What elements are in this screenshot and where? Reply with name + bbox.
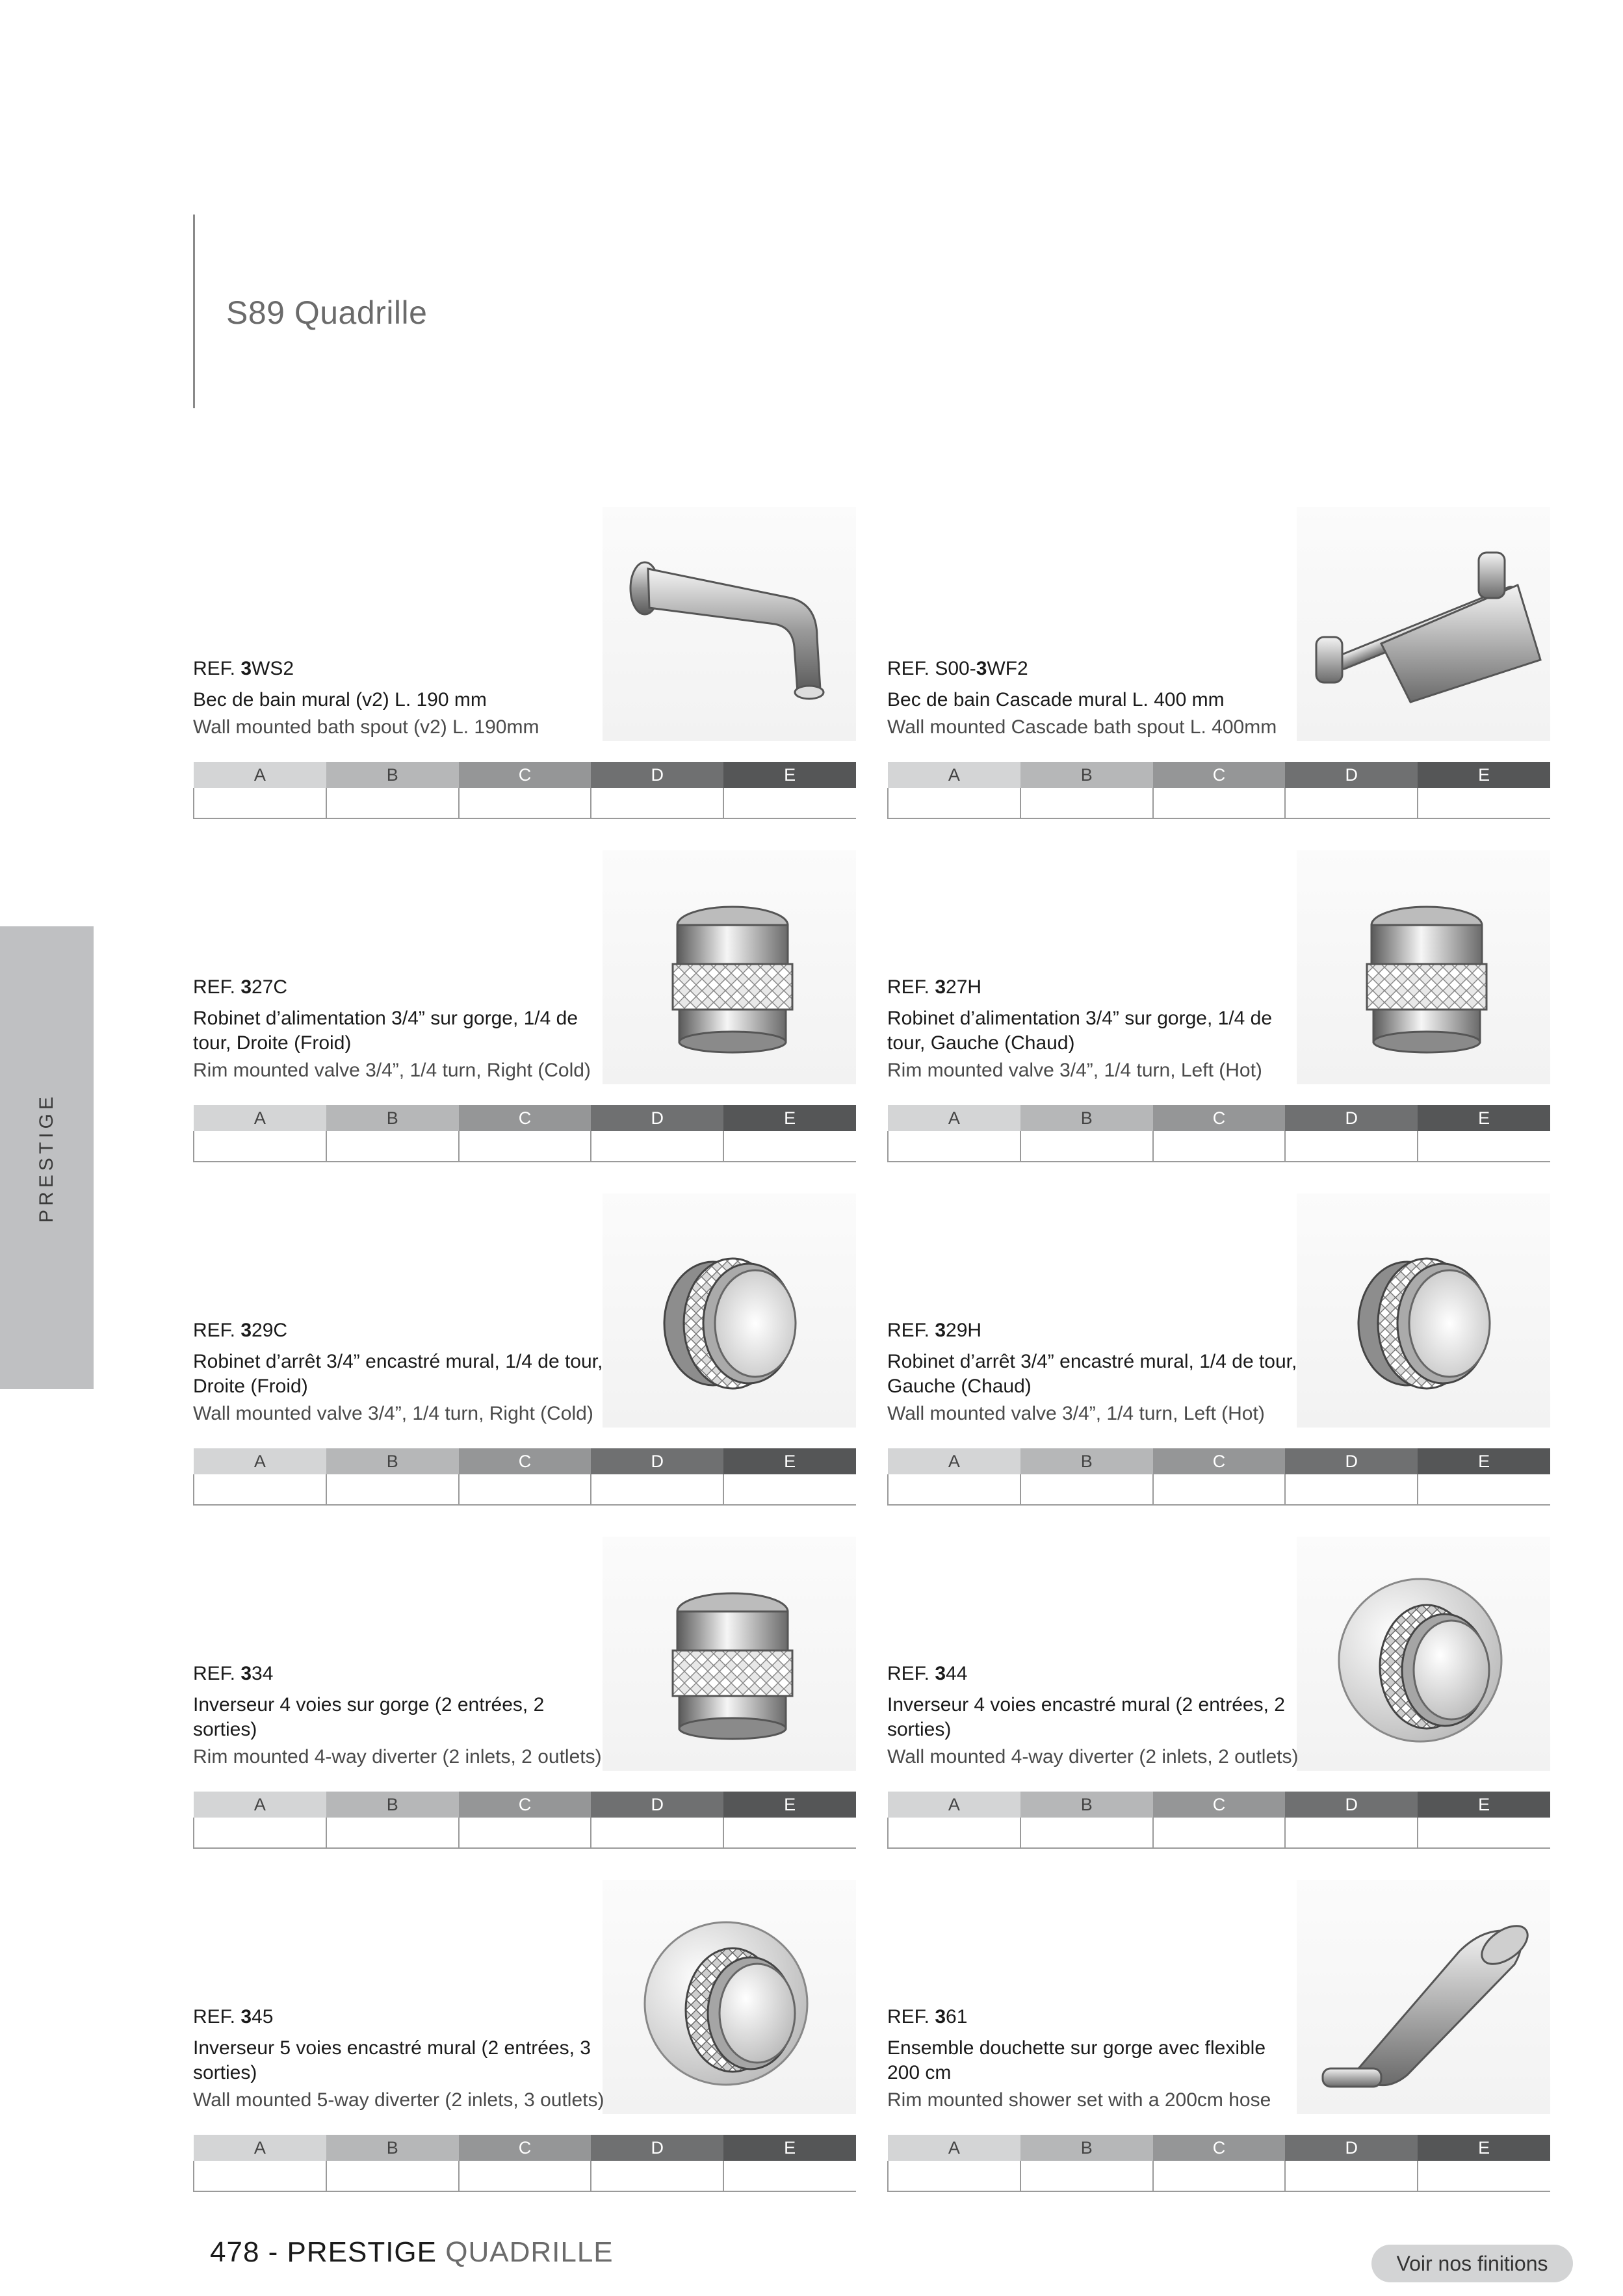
finish-d-cell xyxy=(1285,788,1418,818)
product-image xyxy=(1297,1880,1550,2114)
finish-c-header: C xyxy=(1153,1105,1286,1131)
product-ref: REF. 327H xyxy=(887,976,982,998)
finish-b-header: B xyxy=(326,1105,459,1131)
product-image xyxy=(603,850,856,1084)
product-card xyxy=(193,850,856,1162)
product-image xyxy=(603,507,856,741)
finish-c-header: C xyxy=(459,1448,591,1474)
product-card xyxy=(193,1880,856,2192)
product-text xyxy=(887,2005,1303,2113)
finish-e-cell xyxy=(723,788,856,818)
product-name-fr: Robinet d’arrêt 3/4” encastré mural, 1/4 de tour, Droite (Froid) xyxy=(193,1351,603,1397)
page-number: 478 - PRESTIGE xyxy=(210,2236,446,2268)
product-ref: REF. 361 xyxy=(887,2006,968,2028)
finish-c-cell xyxy=(1153,1131,1286,1162)
finish-table xyxy=(887,1105,1550,1162)
finish-e-header: E xyxy=(1418,1448,1550,1474)
product-card xyxy=(193,507,856,819)
finish-d-header: D xyxy=(1285,762,1418,788)
finish-c-header: C xyxy=(459,2135,591,2161)
finish-b-cell xyxy=(326,788,459,818)
collection-name: QUADRILLE xyxy=(445,2236,614,2268)
finish-b-cell xyxy=(1020,1131,1153,1162)
product-name-en: Wall mounted valve 3/4”, 1/4 turn, Left (Hot) xyxy=(887,1403,1265,1424)
finish-b-cell xyxy=(1020,2161,1153,2191)
finish-b-cell xyxy=(1020,1818,1153,1848)
finish-a-cell xyxy=(888,788,1020,818)
product-name-en: Wall mounted Cascade bath spout L. 400mm xyxy=(887,716,1277,738)
finish-e-header: E xyxy=(1418,762,1550,788)
product-name-en: Rim mounted 4-way diverter (2 inlets, 2 outlets) xyxy=(193,1746,602,1768)
product-text xyxy=(887,975,1303,1083)
finish-table xyxy=(887,2135,1550,2192)
product-ref: REF. 329H xyxy=(887,1320,982,1341)
product-card xyxy=(887,507,1550,819)
product-card xyxy=(193,1537,856,1849)
finish-b-header: B xyxy=(1020,1105,1153,1131)
product-name-fr: Bec de bain mural (v2) L. 190 mm xyxy=(193,689,487,711)
product-card xyxy=(887,1194,1550,1506)
product-name-fr: Inverseur 4 voies encastré mural (2 entrées, 2 sorties) xyxy=(887,1694,1285,1740)
finish-e-cell xyxy=(1418,1818,1550,1848)
finish-d-header: D xyxy=(591,1792,723,1818)
finish-d-cell xyxy=(1285,2161,1418,2191)
finish-a-cell xyxy=(194,1818,326,1848)
product-name-fr: Inverseur 4 voies sur gorge (2 entrées, 2 sorties) xyxy=(193,1694,545,1740)
product-name-fr: Ensemble douchette sur gorge avec flexible 200 cm xyxy=(887,2037,1266,2083)
finish-e-header: E xyxy=(1418,2135,1550,2161)
product-name-en: Wall mounted 5-way diverter (2 inlets, 3 outlets) xyxy=(193,2089,604,2111)
finish-e-header: E xyxy=(723,1105,856,1131)
finish-e-cell xyxy=(723,1474,856,1505)
finish-b-header: B xyxy=(1020,1448,1153,1474)
finish-c-cell xyxy=(459,1818,591,1848)
finish-c-cell xyxy=(459,1474,591,1505)
product-ref: REF. 345 xyxy=(193,2006,274,2028)
product-name-en: Rim mounted valve 3/4”, 1/4 turn, Right (Cold) xyxy=(193,1060,591,1081)
product-image xyxy=(1297,507,1550,741)
finish-a-header: A xyxy=(888,1105,1020,1131)
finish-b-cell xyxy=(1020,1474,1153,1505)
finish-a-header: A xyxy=(888,1448,1020,1474)
finish-table xyxy=(887,762,1550,819)
finish-d-header: D xyxy=(1285,1448,1418,1474)
finish-c-cell xyxy=(1153,1474,1286,1505)
finish-d-cell xyxy=(1285,1131,1418,1162)
finish-e-cell xyxy=(1418,788,1550,818)
product-text xyxy=(193,657,609,740)
finish-d-cell xyxy=(591,1131,723,1162)
finish-e-header: E xyxy=(723,2135,856,2161)
finish-e-cell xyxy=(723,1131,856,1162)
product-card xyxy=(193,1194,856,1506)
product-ref: REF. 3WS2 xyxy=(193,658,294,679)
finish-c-header: C xyxy=(459,1792,591,1818)
finish-d-cell xyxy=(1285,1818,1418,1848)
product-name-en: Wall mounted 4-way diverter (2 inlets, 2 outlets) xyxy=(887,1746,1299,1768)
product-image xyxy=(1297,1194,1550,1428)
finish-c-cell xyxy=(1153,788,1286,818)
finish-table xyxy=(193,1792,856,1849)
finish-b-header: B xyxy=(1020,762,1153,788)
finish-d-header: D xyxy=(1285,1105,1418,1131)
finish-table xyxy=(193,762,856,819)
finish-c-header: C xyxy=(459,1105,591,1131)
product-name-fr: Robinet d’alimentation 3/4” sur gorge, 1/4 de tour, Droite (Froid) xyxy=(193,1008,578,1054)
product-ref: REF. 329C xyxy=(193,1320,288,1341)
product-name-en: Wall mounted bath spout (v2) L. 190mm xyxy=(193,716,539,738)
finish-table xyxy=(887,1792,1550,1849)
page-footer xyxy=(210,2236,614,2269)
side-tab xyxy=(0,926,94,1389)
finish-e-header: E xyxy=(723,1792,856,1818)
finish-d-cell xyxy=(591,1818,723,1848)
product-image xyxy=(1297,1537,1550,1771)
finish-e-cell xyxy=(723,2161,856,2191)
finish-a-header: A xyxy=(888,762,1020,788)
finish-a-header: A xyxy=(194,2135,326,2161)
finish-c-cell xyxy=(459,2161,591,2191)
finish-e-cell xyxy=(1418,2161,1550,2191)
product-name-fr: Inverseur 5 voies encastré mural (2 entrées, 3 sorties) xyxy=(193,2037,591,2083)
finish-e-header: E xyxy=(1418,1105,1550,1131)
finish-e-header: E xyxy=(1418,1792,1550,1818)
header-rule xyxy=(193,215,195,408)
finish-a-header: A xyxy=(888,2135,1020,2161)
finish-c-cell xyxy=(1153,1818,1286,1848)
finish-b-header: B xyxy=(326,1792,459,1818)
product-name-fr: Robinet d’alimentation 3/4” sur gorge, 1/4 de tour, Gauche (Chaud) xyxy=(887,1008,1273,1054)
finish-a-header: A xyxy=(194,1105,326,1131)
product-text xyxy=(193,975,609,1083)
finish-table xyxy=(193,1105,856,1162)
product-text xyxy=(887,1662,1303,1769)
finish-d-header: D xyxy=(591,1448,723,1474)
product-text xyxy=(887,657,1303,740)
product-image xyxy=(603,1880,856,2114)
finish-a-cell xyxy=(194,1131,326,1162)
finish-a-cell xyxy=(194,788,326,818)
product-name-fr: Robinet d’arrêt 3/4” encastré mural, 1/4 de tour, Gauche (Chaud) xyxy=(887,1351,1297,1397)
finish-b-cell xyxy=(326,1131,459,1162)
product-text xyxy=(193,1662,609,1769)
product-text xyxy=(193,2005,609,2113)
finish-table xyxy=(887,1448,1550,1506)
finish-b-header: B xyxy=(1020,1792,1153,1818)
finish-a-cell xyxy=(888,2161,1020,2191)
finish-d-header: D xyxy=(591,1105,723,1131)
finish-d-header: D xyxy=(1285,2135,1418,2161)
product-text xyxy=(887,1318,1303,1426)
finish-c-cell xyxy=(1153,2161,1286,2191)
finish-d-header: D xyxy=(1285,1792,1418,1818)
finish-c-header: C xyxy=(1153,1448,1286,1474)
finish-d-cell xyxy=(591,2161,723,2191)
finish-c-header: C xyxy=(1153,2135,1286,2161)
finish-b-cell xyxy=(326,2161,459,2191)
finish-a-cell xyxy=(888,1818,1020,1848)
product-ref: REF. 344 xyxy=(887,1663,968,1684)
finish-e-cell xyxy=(723,1818,856,1848)
product-card xyxy=(887,850,1550,1162)
product-ref: REF. S00-3WF2 xyxy=(887,658,1028,679)
product-name-en: Rim mounted shower set with a 200cm hose xyxy=(887,2089,1271,2111)
product-ref: REF. 334 xyxy=(193,1663,274,1684)
finish-e-header: E xyxy=(723,1448,856,1474)
finish-d-header: D xyxy=(591,2135,723,2161)
finish-a-cell xyxy=(888,1474,1020,1505)
finish-table xyxy=(193,2135,856,2192)
product-name-en: Rim mounted valve 3/4”, 1/4 turn, Left (Hot) xyxy=(887,1060,1262,1081)
finish-c-cell xyxy=(459,1131,591,1162)
finish-d-cell xyxy=(591,1474,723,1505)
finish-d-header: D xyxy=(591,762,723,788)
finish-e-header: E xyxy=(723,762,856,788)
finish-c-header: C xyxy=(1153,762,1286,788)
finish-b-cell xyxy=(326,1818,459,1848)
finish-a-cell xyxy=(194,2161,326,2191)
product-name-fr: Bec de bain Cascade mural L. 400 mm xyxy=(887,689,1225,711)
finish-d-cell xyxy=(1285,1474,1418,1505)
finish-b-header: B xyxy=(326,762,459,788)
finish-a-header: A xyxy=(194,1448,326,1474)
view-finishes-button[interactable]: Voir nos finitions xyxy=(1371,2245,1573,2282)
product-image xyxy=(603,1194,856,1428)
finish-a-cell xyxy=(194,1474,326,1505)
side-tab-label: PRESTIGE xyxy=(36,1093,57,1223)
finish-e-cell xyxy=(1418,1131,1550,1162)
product-text xyxy=(193,1318,609,1426)
finish-a-cell xyxy=(888,1131,1020,1162)
finish-e-cell xyxy=(1418,1474,1550,1505)
finish-b-header: B xyxy=(1020,2135,1153,2161)
product-card xyxy=(887,1537,1550,1849)
product-name-en: Wall mounted valve 3/4”, 1/4 turn, Right (Cold) xyxy=(193,1403,593,1424)
product-card xyxy=(887,1880,1550,2192)
finish-a-header: A xyxy=(194,762,326,788)
finish-b-header: B xyxy=(326,1448,459,1474)
finish-d-cell xyxy=(591,788,723,818)
product-image xyxy=(1297,850,1550,1084)
finish-table xyxy=(193,1448,856,1506)
finish-c-header: C xyxy=(459,762,591,788)
finish-c-header: C xyxy=(1153,1792,1286,1818)
product-image xyxy=(603,1537,856,1771)
finish-b-cell xyxy=(1020,788,1153,818)
finish-a-header: A xyxy=(888,1792,1020,1818)
finish-a-header: A xyxy=(194,1792,326,1818)
page-title: S89 Quadrille xyxy=(226,294,428,331)
finish-b-header: B xyxy=(326,2135,459,2161)
product-ref: REF. 327C xyxy=(193,976,288,998)
finish-c-cell xyxy=(459,788,591,818)
finish-b-cell xyxy=(326,1474,459,1505)
